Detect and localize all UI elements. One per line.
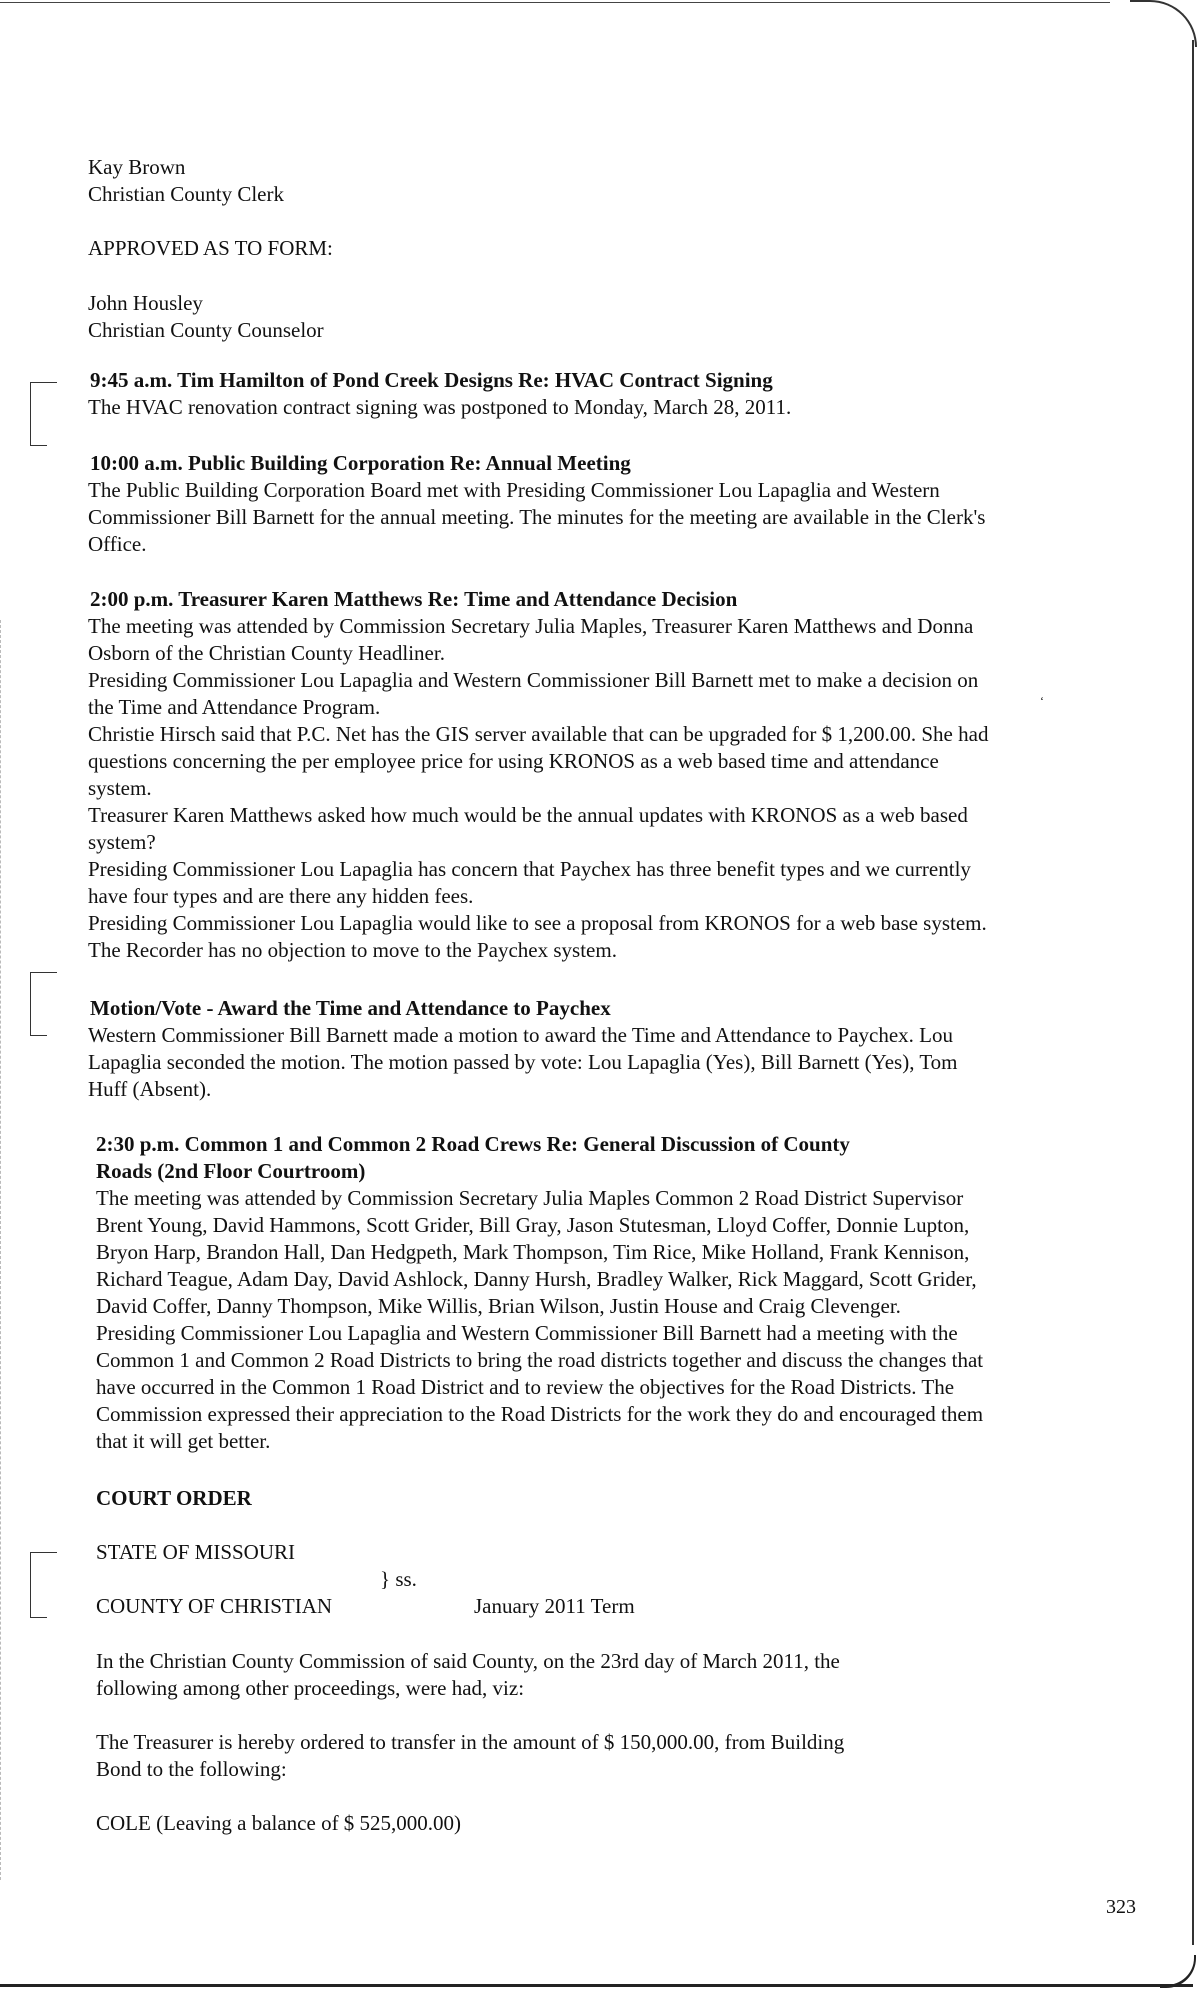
term-line: January 2011 Term xyxy=(474,1594,635,1618)
body-line: The Treasurer is hereby ordered to transfer in the amount of $ 150,000.00, from Building xyxy=(96,1730,845,1754)
court-order-heading: COURT ORDER xyxy=(96,1486,252,1510)
clerk-title: Christian County Clerk xyxy=(88,182,284,206)
section-heading: 10:00 a.m. Public Building Corporation Re: Annual Meeting xyxy=(90,451,631,475)
section-heading-cont: Roads (2nd Floor Courtroom) xyxy=(96,1159,366,1183)
body-line: The Recorder has no objection to move to the Paychex system. xyxy=(88,938,617,962)
ss-brace: } ss. xyxy=(380,1567,417,1591)
counselor-title: Christian County Counselor xyxy=(88,318,324,342)
body-line: that it will get better. xyxy=(96,1429,271,1453)
body-line: Bryon Harp, Brandon Hall, Dan Hedgpeth, Mark Thompson, Tim Rice, Mike Holland, Frank Kennison, xyxy=(96,1240,970,1264)
page-number: 323 xyxy=(1106,1896,1136,1918)
counselor-name: John Housley xyxy=(88,291,203,315)
body-line: Richard Teague, Adam Day, David Ashlock, Danny Hursh, Bradley Walker, Rick Maggard, Scott Grider, xyxy=(96,1267,977,1291)
body-line: David Coffer, Danny Thompson, Mike Willis, Brian Wilson, Justin House and Craig Clevenger. xyxy=(96,1294,901,1318)
body-line: The meeting was attended by Commission Secretary Julia Maples, Treasurer Karen Matthews and Donna xyxy=(88,614,974,638)
body-line: The HVAC renovation contract signing was postponed to Monday, March 28, 2011. xyxy=(88,395,792,419)
body-line: Lapaglia seconded the motion. The motion passed by vote: Lou Lapaglia (Yes), Bill Barnett (Yes), Tom xyxy=(88,1050,958,1074)
body-line: Commissioner Bill Barnett for the annual meeting. The minutes for the meeting are available in the Clerk's xyxy=(88,505,986,529)
body-line: Brent Young, David Hammons, Scott Grider, Bill Gray, Jason Stutesman, Lloyd Coffer, Donnie Lupton, xyxy=(96,1213,970,1237)
section-body xyxy=(96,1185,983,1455)
body-line: Huff (Absent). xyxy=(88,1077,212,1101)
court-order-paragraph xyxy=(96,1648,840,1702)
section-heading: 2:00 p.m. Treasurer Karen Matthews Re: Time and Attendance Decision xyxy=(90,587,738,611)
body-line: Presiding Commissioner Lou Lapaglia and Western Commissioner Bill Barnett had a meeting with the xyxy=(96,1321,958,1345)
body-line: Bond to the following: xyxy=(96,1757,287,1781)
body-line: Presiding Commissioner Lou Lapaglia would like to see a proposal from KRONOS for a web base system. xyxy=(88,911,987,935)
body-line: Western Commissioner Bill Barnett made a motion to award the Time and Attendance to Paychex. Lou xyxy=(88,1023,953,1047)
section-body xyxy=(88,477,985,558)
section-heading: 9:45 a.m. Tim Hamilton of Pond Creek Designs Re: HVAC Contract Signing xyxy=(90,368,773,392)
body-line: system. xyxy=(88,776,152,800)
margin-bracket xyxy=(30,972,47,1036)
right-border xyxy=(1192,40,1194,1945)
body-line: Common 1 and Common 2 Road Districts to bring the road districts together and discuss the changes that xyxy=(96,1348,984,1372)
state-line: STATE OF MISSOURI xyxy=(96,1540,296,1564)
body-line: Office. xyxy=(88,532,147,556)
body-line: system? xyxy=(88,830,156,854)
section-body xyxy=(88,394,791,421)
section-body xyxy=(88,1022,958,1103)
body-line: questions concerning the per employee price for using KRONOS as a web based time and attendance xyxy=(88,749,939,773)
approved-as-to-form: APPROVED AS TO FORM: xyxy=(88,236,333,260)
section-body xyxy=(88,613,988,964)
body-line: Presiding Commissioner Lou Lapaglia has concern that Paychex has three benefit types and we currently xyxy=(88,857,971,881)
stray-mark: ‘ xyxy=(1040,694,1044,708)
body-line: In the Christian County Commission of said County, on the 23rd day of March 2011, the xyxy=(96,1649,840,1673)
body-line: The meeting was attended by Commission Secretary Julia Maples Common 2 Road District Supervisor xyxy=(96,1186,964,1210)
body-line: have four types and are there any hidden fees. xyxy=(88,884,474,908)
top-right-corner-curve xyxy=(1130,0,1197,47)
body-line: the Time and Attendance Program. xyxy=(88,695,381,719)
margin-bracket xyxy=(30,382,47,446)
body-line: have occurred in the Common 1 Road District and to review the objectives for the Road Districts. The xyxy=(96,1375,955,1399)
body-line: Presiding Commissioner Lou Lapaglia and Western Commissioner Bill Barnett met to make a decision on xyxy=(88,668,979,692)
body-line: following among other proceedings, were had, viz: xyxy=(96,1676,525,1700)
body-line: Osborn of the Christian County Headliner. xyxy=(88,641,445,665)
margin-bracket xyxy=(30,1552,47,1618)
body-line: Christie Hirsch said that P.C. Net has the GIS server available that can be upgraded for $ 1,200.00. She had xyxy=(88,722,989,746)
section-heading: Motion/Vote - Award the Time and Attendance to Paychex xyxy=(90,996,611,1020)
body-line: Commission expressed their appreciation to the Road Districts for the work they do and encouraged them xyxy=(96,1402,984,1426)
left-edge-mark xyxy=(0,620,1,1880)
bottom-border xyxy=(0,1984,1193,1987)
body-line: Treasurer Karen Matthews asked how much would be the annual updates with KRONOS as a web based xyxy=(88,803,968,827)
county-line: COUNTY OF CHRISTIAN xyxy=(96,1594,333,1618)
body-line: The Public Building Corporation Board met with Presiding Commissioner Lou Lapaglia and Western xyxy=(88,478,940,502)
transfer-item: COLE (Leaving a balance of $ 525,000.00) xyxy=(96,1811,462,1835)
top-border xyxy=(0,2,1110,3)
section-heading: 2:30 p.m. Common 1 and Common 2 Road Crews Re: General Discussion of County xyxy=(96,1132,850,1156)
clerk-name: Kay Brown xyxy=(88,155,186,179)
court-order-paragraph xyxy=(96,1729,844,1783)
